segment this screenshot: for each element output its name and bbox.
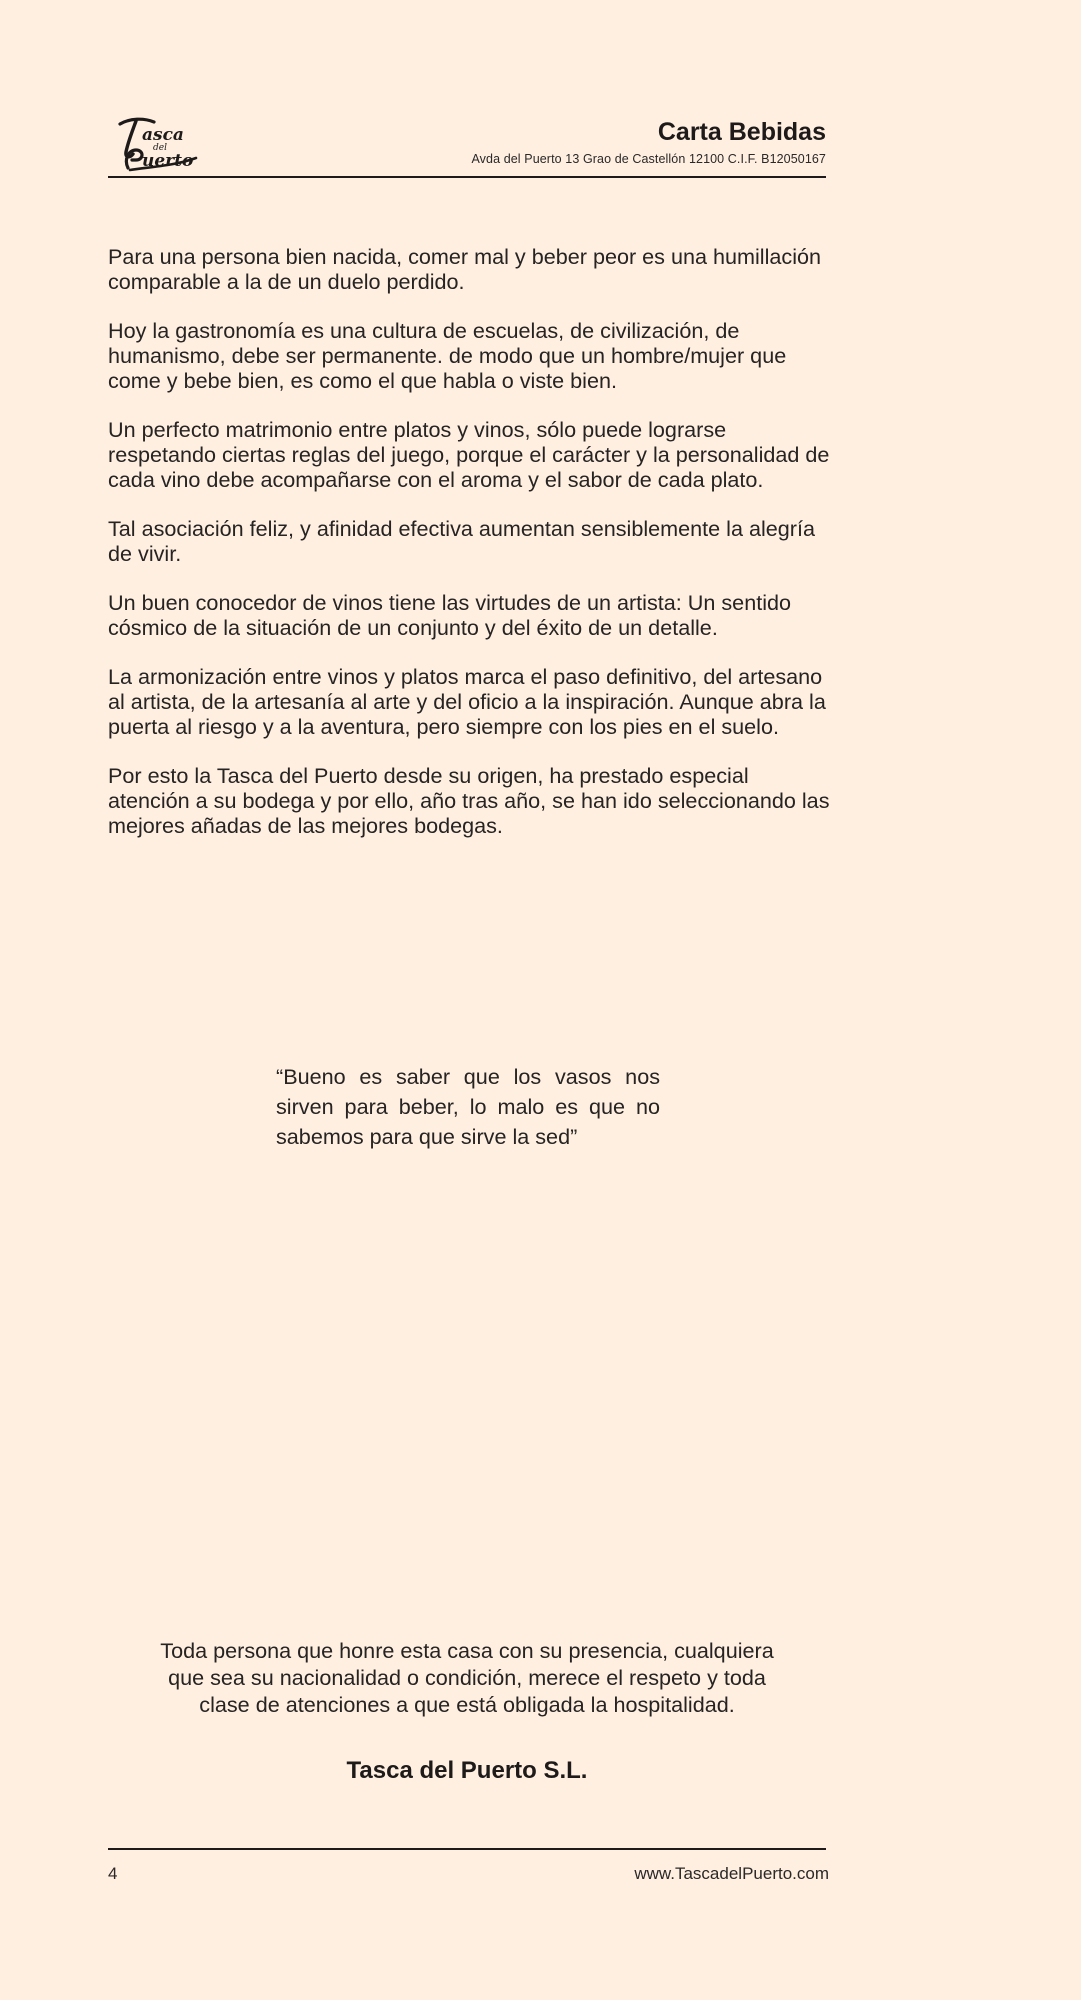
svg-text:uerto: uerto xyxy=(142,151,194,171)
page-title: Carta Bebidas xyxy=(657,118,826,146)
header-title-block xyxy=(471,118,826,166)
restaurant-address: Avda del Puerto 13 Grao de Castellón 12100 C.I.F. B12050167 xyxy=(471,152,826,166)
closing-section xyxy=(108,1637,826,1785)
paragraph: Hoy la gastronomía es una cultura de escuelas, de civilización, de humanismo, debe ser permanente. de modo que un hombre/mujer que come y bebe bien, es como el que habla o viste bien. xyxy=(108,318,787,393)
page-number: 4 xyxy=(108,1864,118,1883)
paragraph: Un buen conocedor de vinos tiene las virtudes de un artista: Un sentido cósmico de la situación de un conjunto y del éxito de un detalle. xyxy=(108,590,792,640)
paragraph: Para una persona bien nacida, comer mal y beber peor es una humillación comparable a la de un duelo perdido. xyxy=(108,244,822,294)
page-footer xyxy=(108,1848,829,1883)
company-name: Tasca del Puerto S.L. xyxy=(346,1757,588,1784)
tasca-del-puerto-logo xyxy=(114,112,200,172)
hospitality-statement: Toda persona que honre esta casa con su presencia, cualquiera que sea su nacionalidad o condición, merece el respeto y toda clase de atenciones a que está obligada la hospitalidad. xyxy=(160,1638,774,1717)
svg-text:asca: asca xyxy=(142,125,184,145)
page-header xyxy=(108,108,826,178)
svg-text:Tasca del Puerto: Tasca del Puerto xyxy=(114,112,122,113)
svg-text:del: del xyxy=(153,143,167,153)
paragraph: Tal asociación feliz, y afinidad efectiva aumentan sensiblemente la alegría de vivir. xyxy=(108,516,816,566)
quote: “Bueno es saber que los vasos nos sirven para beber, lo malo es que no sabemos para que sirve la sed” xyxy=(276,1064,660,1149)
intro-text xyxy=(108,244,832,862)
paragraph: Por esto la Tasca del Puerto desde su origen, ha prestado especial atención a su bodega y por ello, año tras año, se han ido seleccionando las mejores añadas de las mejores bodegas. xyxy=(108,763,830,838)
paragraph: Un perfecto matrimonio entre platos y vinos, sólo puede lograrse respetando ciertas reglas del juego, porque el carácter y la personalidad de cada vino debe acompañarse con el aroma y el sabor de cada plato. xyxy=(108,417,830,492)
website-link[interactable]: www.TascadelPuerto.com xyxy=(634,1864,829,1883)
paragraph: La armonización entre vinos y platos marca el paso definitivo, del artesano al artista, de la artesanía al arte y del oficio a la inspiración. Aunque abra la puerta al riesgo y a la aventura, pero siempre con los pies en el suelo. xyxy=(108,664,826,739)
